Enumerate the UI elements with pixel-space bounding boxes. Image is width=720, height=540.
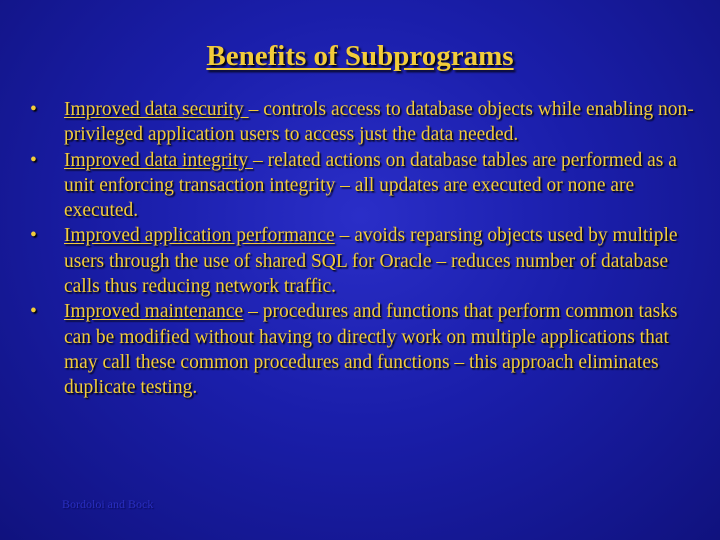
bullet-term: Improved data security [64, 99, 249, 120]
footer-credit: Bordoloi and Bock [62, 497, 154, 511]
bullet-list [30, 97, 702, 401]
bullet-item-application-performance [30, 223, 702, 299]
bullet-text: – procedures and functions that perform common tasks can be modified without having to directly work on multiple applications that may call these common procedures and functions – this approach eliminates duplicate testing. [64, 301, 678, 399]
bullet-marker: • [30, 301, 37, 323]
bullet-term: Improved data integrity [64, 149, 253, 171]
bullet-term: Improved application performance [64, 225, 335, 247]
bullet-text: – controls access to database objects while enabling non-privileged application users to access just the data needed. [64, 99, 694, 146]
bullet-term: Improved maintenance [64, 301, 244, 323]
bullet-item-maintenance [30, 299, 702, 400]
bullet-item-data-integrity [30, 148, 702, 224]
bullet-item-data-security [30, 97, 702, 148]
slide-title: Benefits of Subprograms [206, 40, 514, 72]
bullet-marker: • [30, 149, 37, 171]
bullet-marker: • [30, 225, 37, 247]
bullet-text: – related actions on database tables are performed as a unit enforcing transaction integrity – all updates are executed or none are executed. [64, 149, 677, 222]
bullet-marker: • [30, 99, 37, 120]
bullet-text: – avoids reparsing objects used by multiple users through the use of shared SQL for Oracle – reduces number of database calls thus reducing network traffic. [64, 225, 678, 298]
